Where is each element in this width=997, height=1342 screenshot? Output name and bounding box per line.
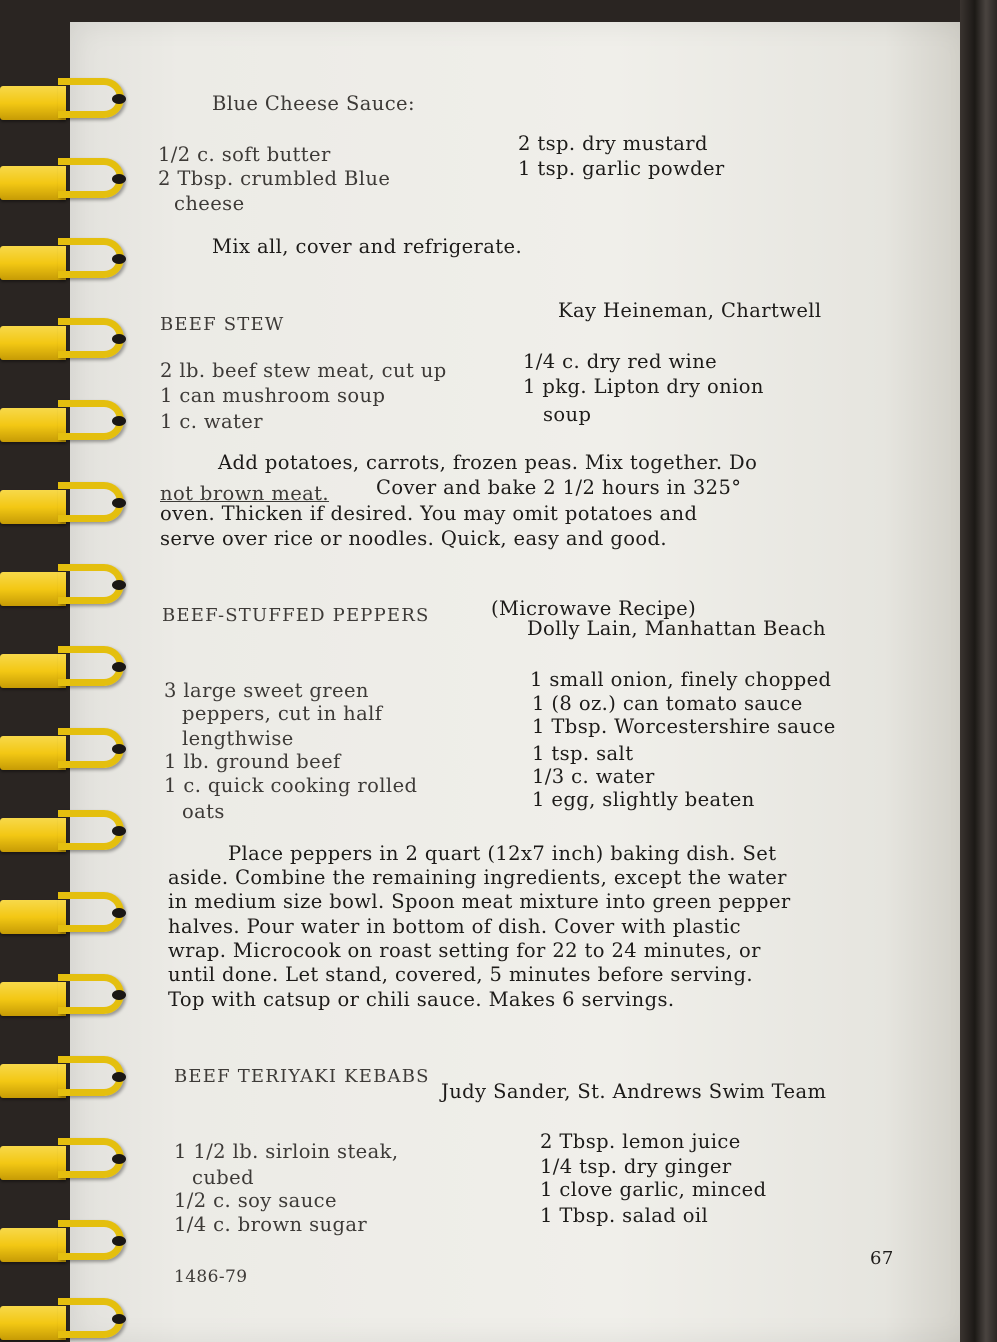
binding-ring [0,728,128,772]
kebabs-ingredient: 1 clove garlic, minced [540,1178,767,1201]
peppers-title: BEEF-STUFFED PEPPERS [162,605,430,626]
blue-cheese-ingredient: 2 tsp. dry mustard [518,132,708,155]
beef-stew-ingredient: soup [543,403,592,426]
blue-cheese-ingredient: 1 tsp. garlic powder [518,157,725,180]
binding-ring [0,400,128,444]
spiral-binding [0,0,150,1342]
binding-ring [0,1298,128,1342]
binding-ring [0,158,128,202]
beef-stew-directions: serve over rice or noodles. Quick, easy and good. [160,527,668,550]
peppers-ingredient: 1 small onion, finely chopped [530,668,832,691]
beef-stew-ingredient: 1 pkg. Lipton dry onion [523,375,764,398]
kebabs-ingredient: 1/4 c. brown sugar [174,1213,368,1236]
binding-ring [0,1056,128,1100]
peppers-subtitle: (Microwave Recipe) [491,597,697,620]
peppers-ingredient: 1 (8 oz.) can tomato sauce [532,692,803,715]
peppers-ingredient: 1 egg, slightly beaten [532,788,755,811]
beef-stew-directions: Cover and bake 2 1/2 hours in 325° [376,476,742,499]
binding-ring [0,892,128,936]
blue-cheese-ingredient: cheese [174,192,245,215]
kebabs-ingredient: 1 1/2 lb. sirloin steak, [174,1140,399,1163]
beef-stew-directions: Add potatoes, carrots, frozen peas. Mix together. Do [218,451,758,474]
peppers-ingredient: 1 Tbsp. Worcestershire sauce [532,715,836,738]
peppers-ingredient: 1/3 c. water [532,765,655,788]
binding-ring [0,318,128,362]
peppers-directions: until done. Let stand, covered, 5 minutes before serving. [168,963,753,986]
peppers-ingredient: lengthwise [182,727,294,750]
beef-stew-title: BEEF STEW [160,314,285,335]
kebabs-ingredient: cubed [192,1166,254,1189]
blue-cheese-directions: Mix all, cover and refrigerate. [212,235,523,258]
binding-ring [0,78,128,122]
peppers-directions: in medium size bowl. Spoon meat mixture into green pepper [168,890,791,913]
kebabs-ingredient: 1 Tbsp. salad oil [540,1204,709,1227]
binding-ring [0,482,128,526]
kebabs-ingredient: 2 Tbsp. lemon juice [540,1130,741,1153]
blue-cheese-ingredient: 1/2 c. soft butter [158,143,331,166]
peppers-directions: wrap. Microcook on roast setting for 22 to 24 minutes, or [168,939,761,962]
peppers-directions: halves. Pour water in bottom of dish. Cover with plastic [168,915,741,938]
beef-stew-directions: oven. Thicken if desired. You may omit potatoes and [160,502,698,525]
peppers-ingredient: 1 c. quick cooking rolled [164,774,418,797]
binding-ring [0,1220,128,1264]
peppers-directions: Place peppers in 2 quart (12x7 inch) baking dish. Set [228,842,777,865]
footer-code: 1486-79 [174,1267,248,1287]
binding-ring [0,974,128,1018]
binding-ring [0,238,128,282]
book-edge [960,0,997,1342]
peppers-ingredient: 3 large sweet green [164,679,369,702]
beef-stew-ingredient: 2 lb. beef stew meat, cut up [160,359,447,382]
blue-cheese-title: Blue Cheese Sauce: [212,92,415,115]
beef-stew-ingredient: 1 can mushroom soup [160,384,386,407]
binding-ring [0,810,128,854]
blue-cheese-ingredient: 2 Tbsp. crumbled Blue [158,167,391,190]
kebabs-ingredient: 1/2 c. soy sauce [174,1189,337,1212]
peppers-ingredient: peppers, cut in half [182,702,383,725]
beef-stew-author: Kay Heineman, Chartwell [558,299,822,322]
peppers-directions: Top with catsup or chili sauce. Makes 6 servings. [168,988,675,1011]
beef-stew-ingredient: 1 c. water [160,410,263,433]
peppers-ingredient: 1 lb. ground beef [164,750,341,773]
beef-stew-directions: not brown meat. [160,482,330,505]
peppers-directions: aside. Combine the remaining ingredients, except the water [168,866,787,889]
kebabs-ingredient: 1/4 tsp. dry ginger [540,1155,732,1178]
peppers-author: Dolly Lain, Manhattan Beach [527,617,826,640]
peppers-ingredient: 1 tsp. salt [532,742,634,765]
peppers-ingredient: oats [182,800,225,823]
binding-ring [0,646,128,690]
binding-ring [0,564,128,608]
binding-ring [0,1138,128,1182]
beef-stew-ingredient: 1/4 c. dry red wine [523,350,718,373]
page-number: 67 [870,1248,894,1269]
kebabs-author: Judy Sander, St. Andrews Swim Team [441,1080,827,1103]
kebabs-title: BEEF TERIYAKI KEBABS [174,1066,430,1087]
